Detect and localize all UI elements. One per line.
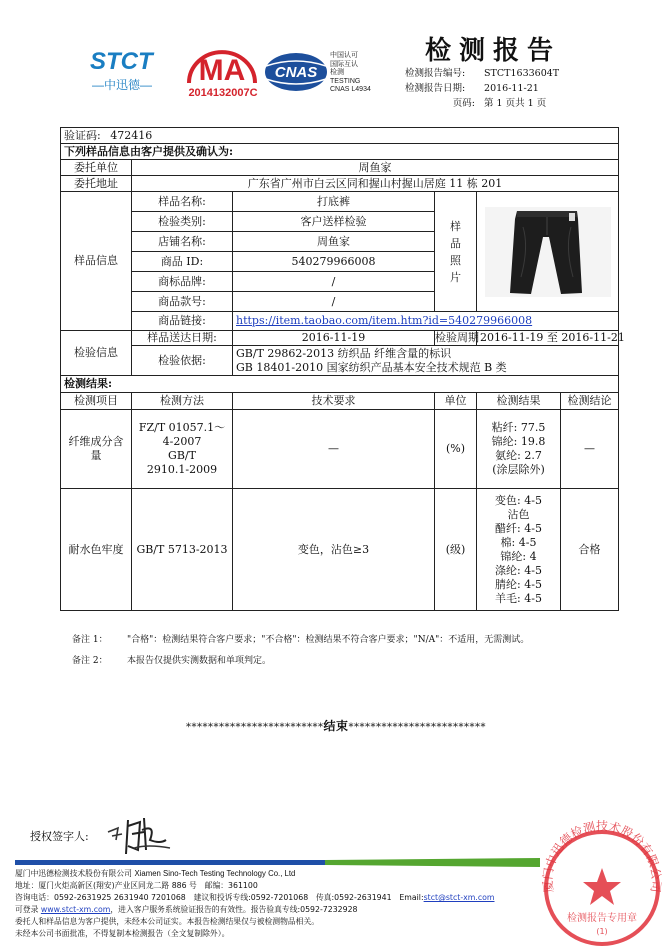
report-number-label: 检测报告编号:: [405, 68, 466, 79]
cnas-globe-icon: [264, 52, 328, 92]
product-link-cell: [233, 312, 619, 331]
seal-number: (1): [596, 927, 608, 936]
sample-field-value: 打底裤: [233, 192, 435, 212]
report-table: [60, 127, 625, 611]
footer-disclaimer-2: 未经本公司书面批准，不得复制本检测报告（全文复制除外）。: [15, 929, 230, 938]
result-line: 腈纶: 4-5: [495, 577, 542, 591]
sample-field-label: 样品名称:: [132, 192, 233, 212]
result-values: [477, 410, 561, 489]
ma-logo-text: MA: [198, 54, 246, 87]
address-value: 广东省广州市白云区同和握山村握山居庭 11 栋 201: [132, 176, 619, 192]
result-row: [61, 410, 619, 489]
report-date-row: [405, 82, 539, 96]
report-title: 检测报告: [425, 36, 562, 66]
result-line: 涤纶: 4-5: [495, 563, 542, 577]
result-values: [477, 489, 561, 611]
footer-company: [15, 868, 295, 880]
column-header: 单位: [435, 393, 477, 410]
sample-info-label: 样品信息: [61, 192, 132, 331]
report-number-row: [405, 67, 559, 81]
signature-icon: [104, 810, 174, 860]
result-line: 棉: 4-5: [500, 535, 537, 549]
result-line: 变色: 4-5: [495, 493, 542, 507]
sample-field-label: 商品款号:: [132, 292, 233, 312]
sample-photo: [485, 207, 611, 297]
seal-sub-text: 检测报告专用章: [567, 913, 637, 924]
result-line: 粘纤: 77.5: [491, 421, 546, 434]
report-date-label: 检测报告日期:: [405, 83, 466, 94]
ma-logo-icon: [183, 47, 261, 87]
sample-field-value: 540279966008: [233, 252, 435, 272]
result-item: 耐水色牢度: [61, 489, 132, 611]
result-line: 锦纶: 4: [500, 549, 537, 563]
stct-logo-text: STCT: [90, 48, 153, 75]
verify-prefix: 可登录: [15, 905, 39, 914]
sample-field-value: 周鱼家: [233, 232, 435, 252]
result-line: 醋纤: 4-5: [495, 521, 542, 535]
signatory-label: 授权签字人:: [30, 830, 89, 843]
column-header: 检测方法: [132, 393, 233, 410]
report-date: 2016-11-21: [484, 83, 539, 94]
client-value: 周鱼家: [132, 160, 619, 176]
footer-phone: [15, 892, 495, 904]
ma-certification-logo: [183, 47, 261, 101]
result-item: 纤维成分含量: [61, 410, 132, 489]
result-requirement: —: [233, 410, 435, 489]
company-en: Xiamen Sino-Tech Testing Technology Co., Ltd: [134, 869, 296, 878]
result-method: [132, 410, 233, 489]
column-header: 检测结论: [561, 393, 619, 410]
sample-photo-cell: [477, 192, 619, 312]
product-link-label: 商品链接:: [132, 312, 233, 331]
footer-disclaimer-1: 委托人和样品信息为客户提供，未经本公司证实。本报告检测结果仅与被检测物品相关。: [15, 917, 320, 926]
seal-text: 厦门中迅德检测技术股份有限公司: [540, 820, 664, 894]
phone-text: 咨询电话：0592-2631925 2631940 7201068 建议和投诉专线:0592-7201068 传真:0592-2631941 Email:: [15, 893, 424, 902]
report-number: STCT1633604T: [484, 68, 560, 79]
result-line: 沾色: [507, 507, 530, 521]
sample-field-label: 店铺名称:: [132, 232, 233, 252]
page-number: 第 1 页共 1 页: [484, 98, 547, 109]
note-1: [72, 632, 529, 645]
basis-label: 检验依据:: [132, 346, 233, 376]
result-line: 氨纶: 2.7: [495, 449, 542, 462]
cnas-logo-text: CNAS: [274, 64, 318, 81]
result-method: [132, 489, 233, 611]
result-unit: (级): [435, 489, 477, 611]
period-value: 2016-11-19 至 2016-11-21: [477, 331, 619, 346]
cnas-line: TESTING: [330, 77, 361, 85]
basis-line: GB/T 29862-2013 纺织品 纤维含量的标识: [236, 346, 452, 360]
column-header: 技术要求: [233, 393, 435, 410]
leggings-photo-icon: [485, 207, 611, 297]
end-stars-right: *************************: [348, 722, 486, 733]
column-header: 检测结果: [477, 393, 561, 410]
product-link[interactable]: https://item.taobao.com/item.htm?id=540279966008: [236, 314, 533, 327]
ma-number: 2014132007C: [188, 87, 258, 99]
company-cn: 厦门中迅德检测技术股份有限公司: [15, 869, 132, 878]
cnas-line: 检测: [330, 69, 344, 77]
sample-field-value: /: [233, 292, 435, 312]
photo-label: 样品照片: [450, 219, 461, 284]
results-title: 检测结果:: [61, 376, 619, 393]
sample-field-value: /: [233, 272, 435, 292]
inspection-info-label: 检验信息: [61, 331, 132, 376]
result-conclusion: —: [561, 410, 619, 489]
method-line: GB/T: [168, 449, 196, 462]
email-link[interactable]: stct@stct-xm.com: [423, 893, 495, 902]
signature: [104, 810, 174, 860]
verify-suffix: ，进入客户服务系统验证报告的有效性。报告验真专线:0592-7232928: [110, 905, 358, 914]
note-2: [72, 653, 271, 666]
stct-logo-subtitle: 中迅德: [104, 78, 141, 92]
column-header: 检测项目: [61, 393, 132, 410]
verify-code: 472416: [110, 128, 153, 142]
basis-line: GB 18401-2010 国家纺织产品基本安全技术规范 B 类: [236, 360, 507, 374]
verify-code-row: [61, 128, 619, 144]
result-unit: (%): [435, 410, 477, 489]
cnas-logo: [264, 52, 328, 92]
basis-cell: [233, 346, 619, 376]
cnas-line: 中国认可: [330, 52, 358, 59]
page-label: 页码:: [452, 98, 475, 109]
cnas-text-block: [330, 52, 390, 95]
result-line: 锦纶: 19.8: [491, 435, 546, 448]
seal-stamp-icon: [535, 820, 669, 946]
note-text: "合格"：检测结果符合客户要求；"不合格"：检测结果不符合客户要求；"N/A"：不适用，无需测试。: [127, 635, 530, 645]
sample-field-value: 客户送样检验: [233, 212, 435, 232]
client-info-title: 下列样品信息由客户提供及确认为:: [61, 144, 619, 160]
result-line: (涂层除外): [492, 463, 545, 476]
sample-field-label: 商标品牌:: [132, 272, 233, 292]
footer-verify: [15, 904, 358, 916]
cnas-line: CNAS L4934: [330, 86, 371, 94]
photo-label-cell: [435, 192, 477, 312]
method-line: 4-2007: [162, 435, 202, 448]
sample-field-label: 检验类别:: [132, 212, 233, 232]
page-number-row: [405, 97, 546, 111]
address-label: 委托地址: [61, 176, 132, 192]
send-date: 2016-11-19: [233, 331, 435, 346]
sample-field-label: 商品 ID:: [132, 252, 233, 272]
footer-color-bar: [15, 858, 540, 867]
send-date-label: 样品送达日期:: [132, 331, 233, 346]
note-label: 备注 2：: [72, 656, 108, 666]
method-line: GB/T 5713-2013: [136, 542, 228, 556]
footer-address: 地址：厦门火炬高新区(翔安)产业区同龙二路 886 号 邮编：361100: [15, 881, 258, 890]
website-link[interactable]: www.stct-xm.com: [40, 905, 111, 914]
method-line: 2910.1-2009: [146, 463, 218, 476]
result-requirement: 变色，沾色≥3: [233, 489, 435, 611]
result-line: 羊毛: 4-5: [495, 591, 542, 605]
end-stars-left: *************************: [185, 722, 324, 733]
result-conclusion: 合格: [561, 489, 619, 611]
note-label: 备注 1：: [72, 635, 108, 645]
verify-code-label: 验证码:: [64, 128, 101, 142]
result-row: [61, 489, 619, 611]
end-text: 结束: [323, 719, 349, 733]
stct-logo: STCT —中迅德—: [90, 50, 182, 94]
cnas-line: 国际互认: [330, 60, 358, 68]
official-seal: [535, 820, 669, 946]
end-marker: [0, 717, 672, 734]
client-label: 委托单位: [61, 160, 132, 176]
note-text: 本报告仅提供实测数据和单项判定。: [127, 656, 272, 666]
period-label: 检验周期: [435, 331, 479, 344]
method-line: FZ/T 01057.1～: [138, 421, 226, 434]
